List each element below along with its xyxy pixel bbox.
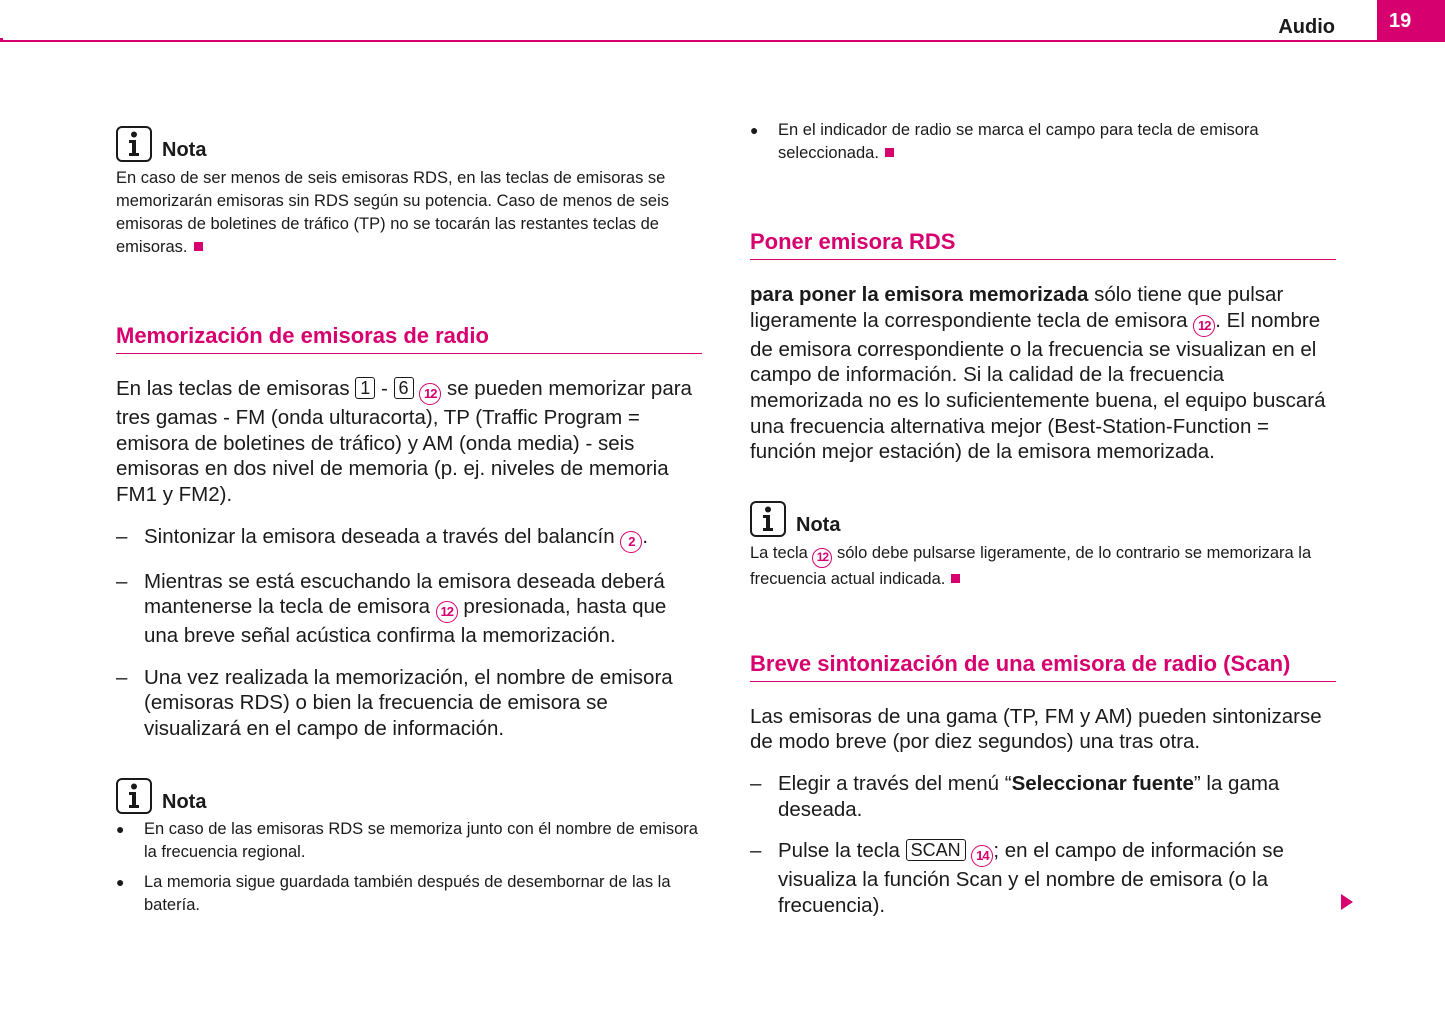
section-title-scan: Breve sintonización de una emisora de radio (Scan) xyxy=(750,651,1336,682)
note-bullet-text: En caso de las emisoras RDS se memoriza junto con él nombre de emisora la frecuencia regional. xyxy=(144,819,698,861)
ref-12-badge: 12 xyxy=(419,383,441,405)
scan-step-1 xyxy=(750,771,1336,822)
header-rule xyxy=(0,40,1445,42)
scan-step-1-text xyxy=(778,771,1336,822)
note-text-content: En caso de ser menos de seis emisoras RDS, en las teclas de emisoras se memorizarán emisoras sin RDS según su potencia. Caso de menos de seis emisoras de boletines de tráfico (TP) no se tocarán las restantes teclas de emisoras. xyxy=(116,169,670,256)
note-text-a: La tecla xyxy=(750,544,808,563)
info-icon xyxy=(750,501,786,537)
note-label: Nota xyxy=(796,514,841,537)
step-2-text-a: Mientras se está escuchando la emisora deseada deberá mantenerse la tecla de emisora xyxy=(144,569,665,619)
section-2-text xyxy=(750,282,1336,465)
top-bullet xyxy=(750,119,1336,165)
station-key-6: 6 xyxy=(394,377,414,399)
ref-14-badge: 14 xyxy=(971,845,993,867)
note-bullet-text: La memoria sigue guardada también después de desembornar de las la batería. xyxy=(144,872,671,914)
intro-text-a: En las teclas de emisoras xyxy=(116,377,350,400)
end-mark-icon xyxy=(194,242,203,251)
right-column xyxy=(750,119,1336,919)
note-header xyxy=(116,124,702,162)
ref-12-badge: 12 xyxy=(1193,315,1215,337)
dash-marker: – xyxy=(750,771,762,795)
dash-marker: – xyxy=(116,569,128,593)
bullet-icon: ● xyxy=(750,122,759,138)
info-icon xyxy=(116,778,152,814)
note-text xyxy=(750,542,1336,591)
step-3 xyxy=(116,665,702,742)
bullet-icon: ● xyxy=(116,873,125,890)
end-mark-icon xyxy=(885,148,894,157)
ref-12-badge: 12 xyxy=(812,548,832,568)
station-key-1: 1 xyxy=(355,377,375,399)
scan-step-1-text-b: ” la gama deseada. xyxy=(778,771,1280,821)
note-header xyxy=(750,499,1336,537)
section-3-intro: Las emisoras de una gama (TP, FM y AM) pueden sintonizarse de modo breve (por diez segundos) una tras otra. xyxy=(750,704,1322,754)
page-number: 19 xyxy=(1377,0,1445,42)
scan-key: SCAN xyxy=(906,839,966,861)
section-title-poner-emisora: Poner emisora RDS xyxy=(750,229,1336,260)
section-intro xyxy=(116,376,702,508)
step-1-text xyxy=(144,524,648,553)
note-block-3 xyxy=(750,499,1336,591)
note-text-b: sólo debe pulsarse ligeramente, de lo contrario se memorizara la frecuencia actual indicada. xyxy=(750,544,1312,588)
top-bullet-text-content: En el indicador de radio se marca el campo para tecla de emisora seleccionada. xyxy=(778,121,1259,162)
section-title-memorizacion: Memorización de emisoras de radio xyxy=(116,323,702,354)
header-section-title: Audio xyxy=(1278,16,1335,38)
section-2-text-b: . El nombre de emisora correspondiente o la frecuencia se visualizan en el campo de información. Si la calidad de la frecuencia memorizada no es lo suficientemente buena, el equipo buscará una frecuencia alternativa mejor (Best-Station-Function = función mejor estación) de la emisora memorizada. xyxy=(750,308,1326,464)
step-2-text xyxy=(144,569,702,649)
menu-name: Seleccionar fuente xyxy=(1011,771,1194,795)
scan-step-2-text-a: Pulse la tecla xyxy=(778,839,900,863)
info-icon xyxy=(116,126,152,162)
step-1-text-b: . xyxy=(642,524,649,548)
left-column xyxy=(116,124,702,917)
note-label: Nota xyxy=(162,139,207,161)
note-bullet-1 xyxy=(116,818,702,864)
scan-step-2-text xyxy=(778,838,1336,918)
key-separator: - xyxy=(381,377,388,400)
intro-text-b: se pueden memorizar para tres gamas - FM (onda ulturacorta), TP (Traffic Program = emisora de boletines de tráfico) y AM (onda media) - seis emisoras en dos nivel de memoria (p. ej. niveles de memoria FM1 y FM2). xyxy=(116,377,692,506)
note-header xyxy=(116,776,702,814)
step-3-text: Una vez realizada la memorización, el nombre de emisora (emisoras RDS) o bien la frecuencia de emisora se visualizará en el campo de información. xyxy=(144,665,673,741)
section-2-text-a: sólo tiene que pulsar ligeramente la correspondiente tecla de emisora xyxy=(750,283,1284,332)
end-mark-icon xyxy=(951,574,960,583)
scan-step-1-text-a: Elegir a través del menú “ xyxy=(778,771,1012,795)
note-text xyxy=(116,167,702,259)
ref-2-badge: 2 xyxy=(620,531,642,553)
dash-marker: – xyxy=(116,665,128,689)
step-1 xyxy=(116,524,702,553)
step-2 xyxy=(116,569,702,649)
bold-lead: para poner la emisora memorizada xyxy=(750,283,1089,306)
dash-marker: – xyxy=(750,839,762,863)
scan-step-2 xyxy=(750,838,1336,918)
continue-arrow-icon xyxy=(1341,894,1353,910)
note-label: Nota xyxy=(162,790,207,813)
top-bullet-text xyxy=(778,119,1336,165)
step-1-text-a: Sintonizar la emisora deseada a través del balancín xyxy=(144,524,615,548)
note-bullet-2 xyxy=(116,871,702,917)
note-block-2 xyxy=(116,776,702,917)
scan-step-2-text-b: ; en el campo de información se visualiza la función Scan y el nombre de emisora (o la frecuencia). xyxy=(778,839,1284,917)
bullet-icon: ● xyxy=(116,820,125,837)
step-2-text-b: presionada, hasta que una breve señal acústica confirma la memorización. xyxy=(144,595,667,648)
dash-marker: – xyxy=(116,524,128,548)
ref-12-badge: 12 xyxy=(436,601,458,623)
note-block-1 xyxy=(116,124,702,259)
